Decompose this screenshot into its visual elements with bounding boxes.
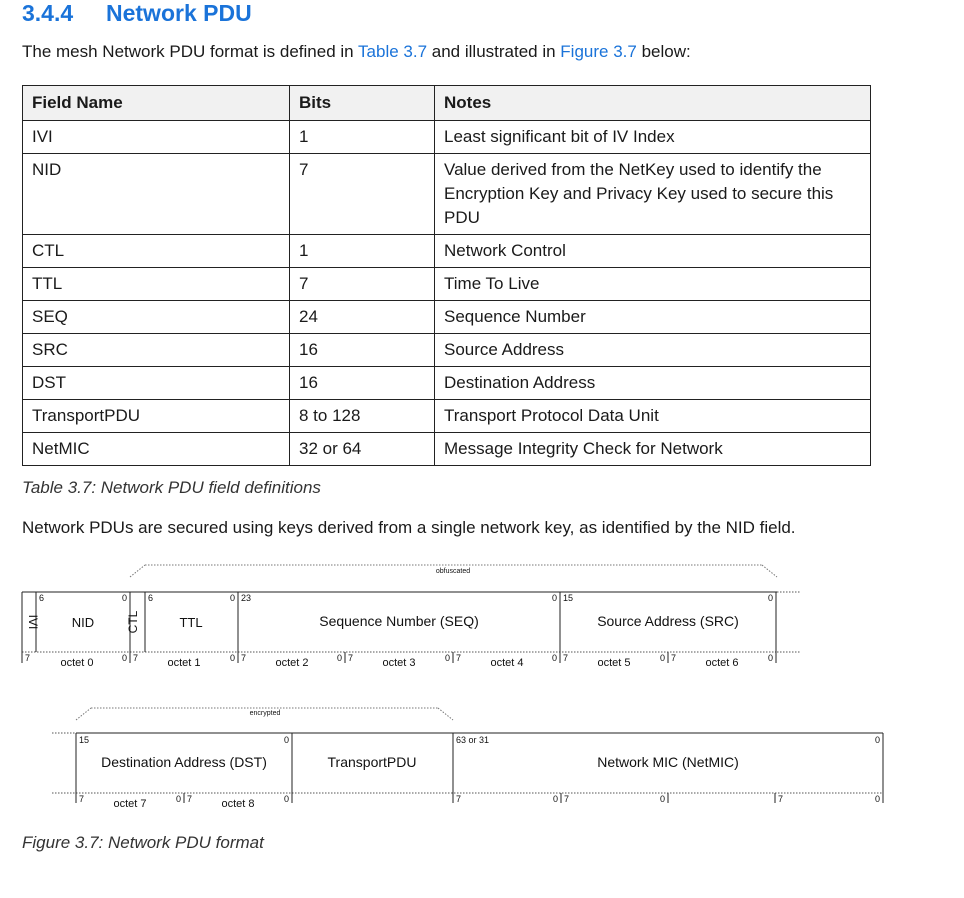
intro-prefix: The mesh Network PDU format is defined in <box>22 42 359 61</box>
svg-text:0: 0 <box>874 794 880 804</box>
cell-bits: 1 <box>290 235 435 268</box>
octet-label: octet 0 <box>60 657 94 669</box>
octet-label: octet 6 <box>705 657 739 669</box>
row2-bit-markers-bottom <box>79 794 880 804</box>
cell-notes: Network Control <box>435 235 871 268</box>
header-field-name: Field Name <box>23 86 290 121</box>
table-row <box>23 334 871 367</box>
svg-text:0: 0 <box>229 593 235 603</box>
encrypted-label: encrypted <box>249 710 281 717</box>
svg-text:7: 7 <box>348 653 354 663</box>
figure-caption: Figure 3.7: Network PDU format <box>22 833 264 852</box>
svg-text:0: 0 <box>551 593 557 603</box>
row1-octet-ticks <box>130 652 776 663</box>
svg-text:15: 15 <box>563 593 574 603</box>
svg-text:0: 0 <box>121 653 127 663</box>
svg-text:6: 6 <box>39 593 45 603</box>
table-row <box>23 268 871 301</box>
field-transportpdu: TransportPDU <box>327 754 417 770</box>
body-paragraph: Network PDUs are secured using keys derived from a single network key, as identified by the NID field. <box>22 518 796 537</box>
cell-notes: Message Integrity Check for Network <box>435 433 871 466</box>
field-netmic: Network MIC (NetMIC) <box>597 754 739 770</box>
octet-label: octet 8 <box>221 798 255 810</box>
section-number: 3.4.4 <box>22 0 74 26</box>
table-row <box>23 154 871 235</box>
table-row <box>23 433 871 466</box>
svg-text:0: 0 <box>767 593 773 603</box>
cell-notes: Transport Protocol Data Unit <box>435 400 871 433</box>
obfuscated-label: obfuscated <box>435 568 471 575</box>
figure-link[interactable]: Figure 3.7 <box>560 42 637 61</box>
svg-text:7: 7 <box>564 794 570 804</box>
cell-notes: Sequence Number <box>435 301 871 334</box>
svg-text:6: 6 <box>148 593 154 603</box>
svg-text:63 or 31: 63 or 31 <box>456 735 490 745</box>
svg-text:0: 0 <box>444 653 450 663</box>
svg-text:7: 7 <box>25 653 31 663</box>
svg-text:0: 0 <box>121 593 127 603</box>
field-ctl: CTL <box>126 610 140 634</box>
row1-octet-labels <box>60 657 738 669</box>
cell-notes: Time To Live <box>435 268 871 301</box>
cell-notes: Value derived from the NetKey used to identify the Encryption Key and Privacy Key used to secure this PDU <box>435 154 871 235</box>
cell-field: IVI <box>23 121 290 154</box>
field-ttl: TTL <box>179 615 203 630</box>
svg-text:0: 0 <box>874 735 880 745</box>
svg-text:0: 0 <box>336 653 342 663</box>
svg-text:0: 0 <box>283 735 289 745</box>
svg-text:7: 7 <box>671 653 677 663</box>
octet-label: octet 5 <box>597 657 631 669</box>
intro-middle: and illustrated in <box>427 42 561 61</box>
svg-text:7: 7 <box>456 653 462 663</box>
cell-field: TTL <box>23 268 290 301</box>
svg-text:7: 7 <box>133 653 139 663</box>
svg-text:7: 7 <box>79 794 85 804</box>
row1-bit-markers-top <box>39 593 773 603</box>
cell-notes: Destination Address <box>435 367 871 400</box>
svg-text:7: 7 <box>778 794 784 804</box>
cell-bits: 32 or 64 <box>290 433 435 466</box>
header-bits: Bits <box>290 86 435 121</box>
row2-bit-markers-top <box>79 735 880 745</box>
octet-label: octet 7 <box>113 798 147 810</box>
table-caption: Table 3.7: Network PDU field definitions <box>22 478 321 497</box>
svg-text:7: 7 <box>187 794 193 804</box>
cell-notes: Source Address <box>435 334 871 367</box>
svg-text:0: 0 <box>767 653 773 663</box>
cell-field: SEQ <box>23 301 290 334</box>
cell-field: SRC <box>23 334 290 367</box>
svg-text:15: 15 <box>79 735 90 745</box>
cell-field: CTL <box>23 235 290 268</box>
section-heading <box>22 0 252 28</box>
intro-paragraph <box>22 42 691 62</box>
cell-bits: 1 <box>290 121 435 154</box>
svg-text:0: 0 <box>229 653 235 663</box>
field-src: Source Address (SRC) <box>597 613 739 629</box>
table-link[interactable]: Table 3.7 <box>358 42 428 61</box>
header-notes: Notes <box>435 86 871 121</box>
octet-label: octet 3 <box>382 657 416 669</box>
cell-field: NID <box>23 154 290 235</box>
cell-bits: 8 to 128 <box>290 400 435 433</box>
svg-text:0: 0 <box>552 794 558 804</box>
field-definitions-table <box>22 85 871 466</box>
intro-suffix: below: <box>636 42 691 61</box>
cell-field: NetMIC <box>23 433 290 466</box>
table-row <box>23 235 871 268</box>
svg-text:0: 0 <box>659 794 665 804</box>
octet-label: octet 1 <box>167 657 201 669</box>
svg-text:0: 0 <box>175 794 181 804</box>
table-row <box>23 121 871 154</box>
cell-bits: 24 <box>290 301 435 334</box>
octet-label: octet 2 <box>275 657 309 669</box>
field-seq: Sequence Number (SEQ) <box>319 613 479 629</box>
cell-field: TransportPDU <box>23 400 290 433</box>
table-header-row <box>23 86 871 121</box>
svg-text:0: 0 <box>659 653 665 663</box>
octet-label: octet 4 <box>490 657 524 669</box>
table-row <box>23 400 871 433</box>
field-ivi: IVI <box>26 614 40 630</box>
svg-text:23: 23 <box>241 593 252 603</box>
table-row <box>23 301 871 334</box>
cell-bits: 16 <box>290 334 435 367</box>
svg-text:7: 7 <box>563 653 569 663</box>
svg-text:7: 7 <box>241 653 247 663</box>
field-nid: NID <box>71 615 95 630</box>
field-dst: Destination Address (DST) <box>101 754 267 770</box>
cell-bits: 7 <box>290 268 435 301</box>
svg-text:0: 0 <box>283 794 289 804</box>
cell-notes: Least significant bit of IV Index <box>435 121 871 154</box>
network-pdu-diagram <box>0 555 964 825</box>
row2-octet-ticks <box>184 793 775 803</box>
svg-text:7: 7 <box>456 794 462 804</box>
cell-bits: 16 <box>290 367 435 400</box>
cell-bits: 7 <box>290 154 435 235</box>
table-row <box>23 367 871 400</box>
section-title: Network PDU <box>106 0 252 26</box>
cell-field: DST <box>23 367 290 400</box>
svg-text:0: 0 <box>551 653 557 663</box>
